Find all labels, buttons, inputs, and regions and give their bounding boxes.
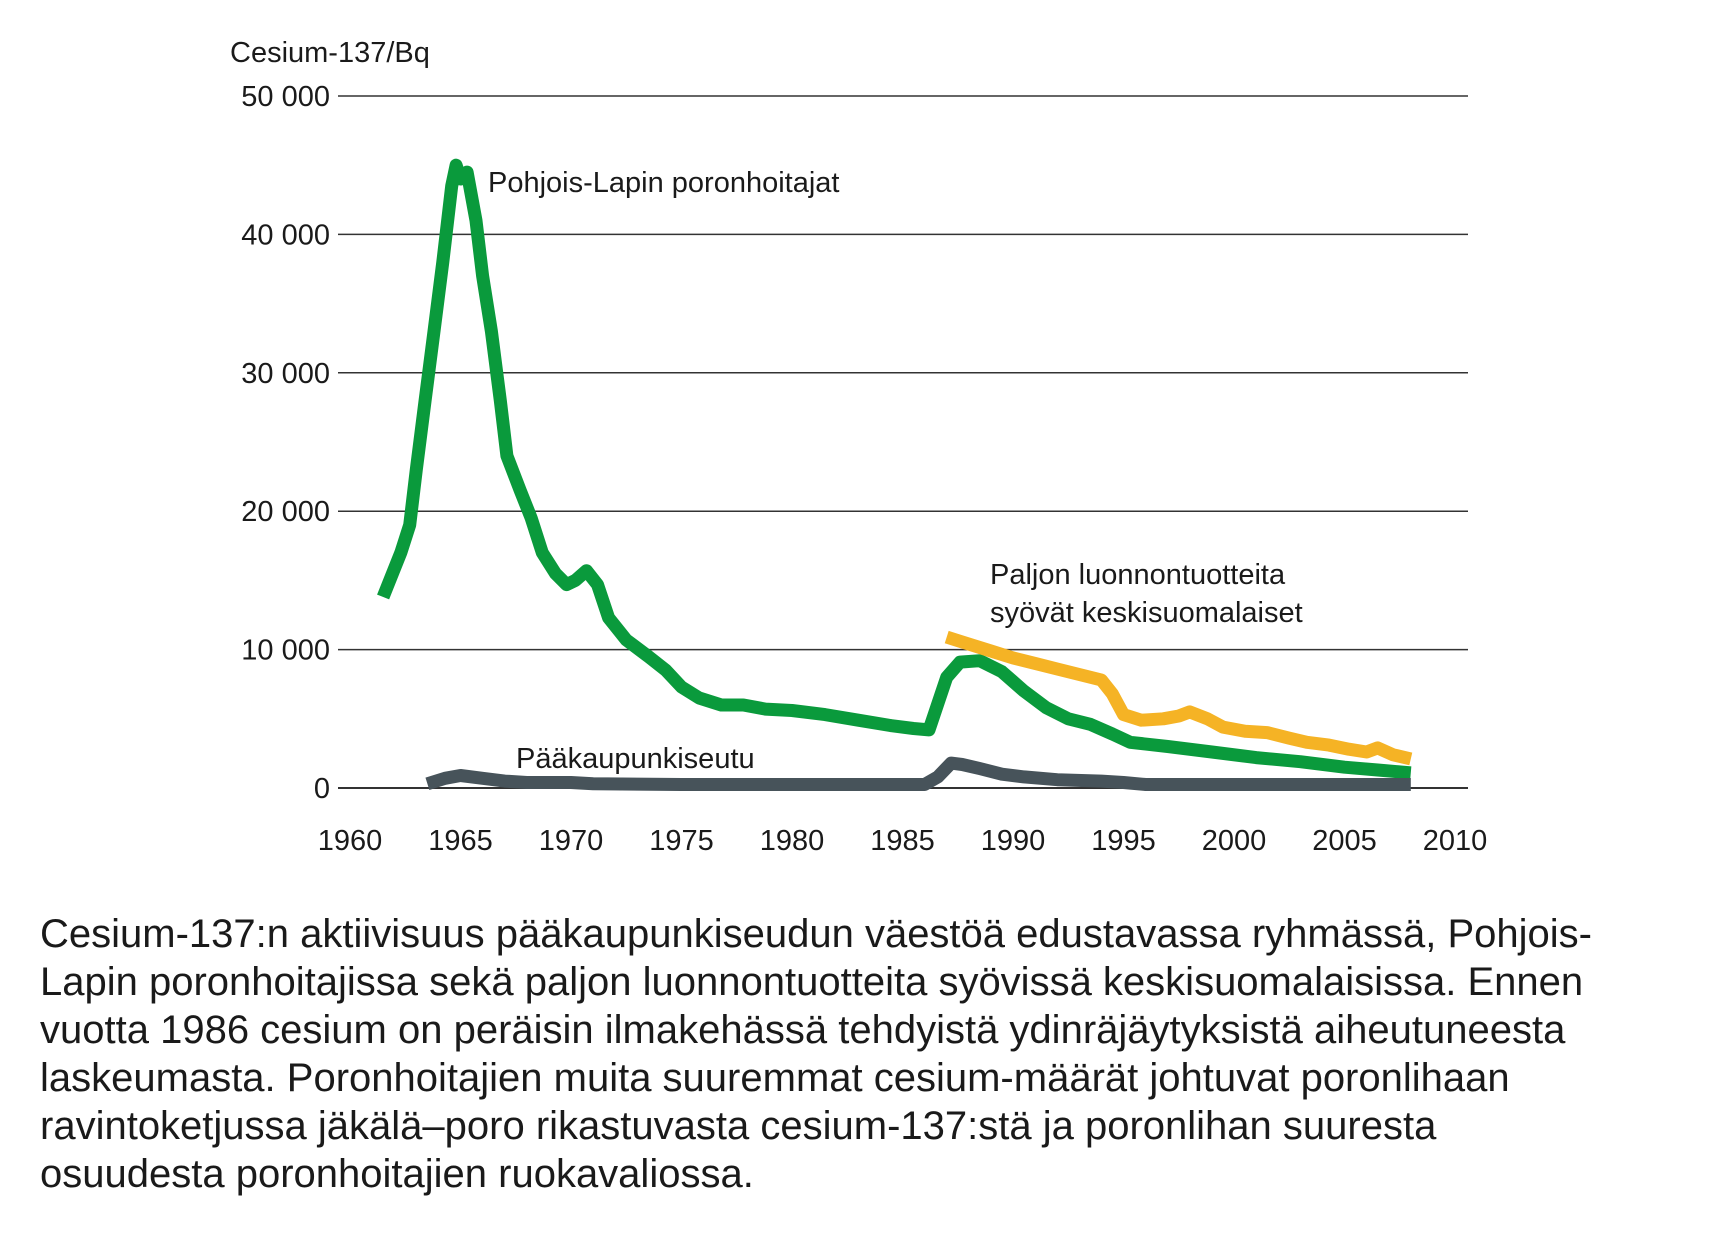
x-tick-label: 1970 [538, 825, 604, 857]
y-axis-title: Cesium-137/Bq [230, 37, 430, 69]
x-tick-label: 2000 [1201, 825, 1267, 857]
x-tick-label: 1980 [759, 825, 825, 857]
y-tick-label: 50 000 [241, 81, 330, 113]
caption-line: vuotta 1986 cesium on peräisin ilmakehässä tehdyistä ydinräjäytyksistä aiheutuneesta [40, 1008, 1566, 1052]
series-lines [383, 165, 1411, 784]
y-tick-label: 10 000 [241, 634, 330, 667]
series-label-paakaupunkiseutu: Pääkaupunkiseutu [516, 743, 755, 775]
y-tick-label: 20 000 [241, 496, 330, 529]
x-tick-label: 1985 [870, 825, 935, 857]
y-tick-label: 0 [313, 773, 330, 805]
series-label-paljon-line-1: Paljon luonnontuotteita [990, 559, 1286, 591]
series-line-pohjois-lapin [383, 165, 1411, 773]
y-tick-label: 30 000 [241, 357, 330, 390]
caption-line: ravintoketjussa jäkälä–poro rikastuvasta cesium-137:stä ja poronlihan suuresta [40, 1104, 1437, 1148]
caption-line: osuudesta poronhoitajien ruokavaliossa. [40, 1152, 754, 1196]
caption-line: Cesium-137:n aktiivisuus pääkaupunkiseudun väestöä edustavassa ryhmässä, Pohjois- [40, 912, 1592, 956]
figure-caption [40, 910, 1690, 1198]
y-tick-labels [241, 81, 330, 805]
x-tick-label: 1995 [1091, 825, 1156, 857]
x-tick-label: 1965 [428, 825, 493, 857]
caption-line: Lapin poronhoitajissa sekä paljon luonnontuotteita syövissä keskisuomalaisissa. Ennen [40, 960, 1584, 1004]
y-tick-label: 40 000 [241, 219, 330, 252]
series-line-paljon [947, 637, 1411, 759]
x-tick-label: 1960 [317, 825, 383, 857]
x-tick-label: 2005 [1312, 825, 1377, 857]
x-tick-label: 2010 [1422, 825, 1488, 857]
series-label-pohjois-lapin: Pohjois-Lapin poronhoitajat [488, 167, 840, 199]
caption-line: laskeumasta. Poronhoitajien muita suuremmat cesium-määrät johtuvat poronlihaan [40, 1056, 1510, 1100]
series-label-paljon-line-2: syövät keskisuomalaiset [990, 597, 1303, 629]
x-tick-label: 1975 [649, 825, 714, 857]
x-tick-labels [318, 825, 1488, 857]
x-tick-label: 1990 [980, 825, 1046, 857]
